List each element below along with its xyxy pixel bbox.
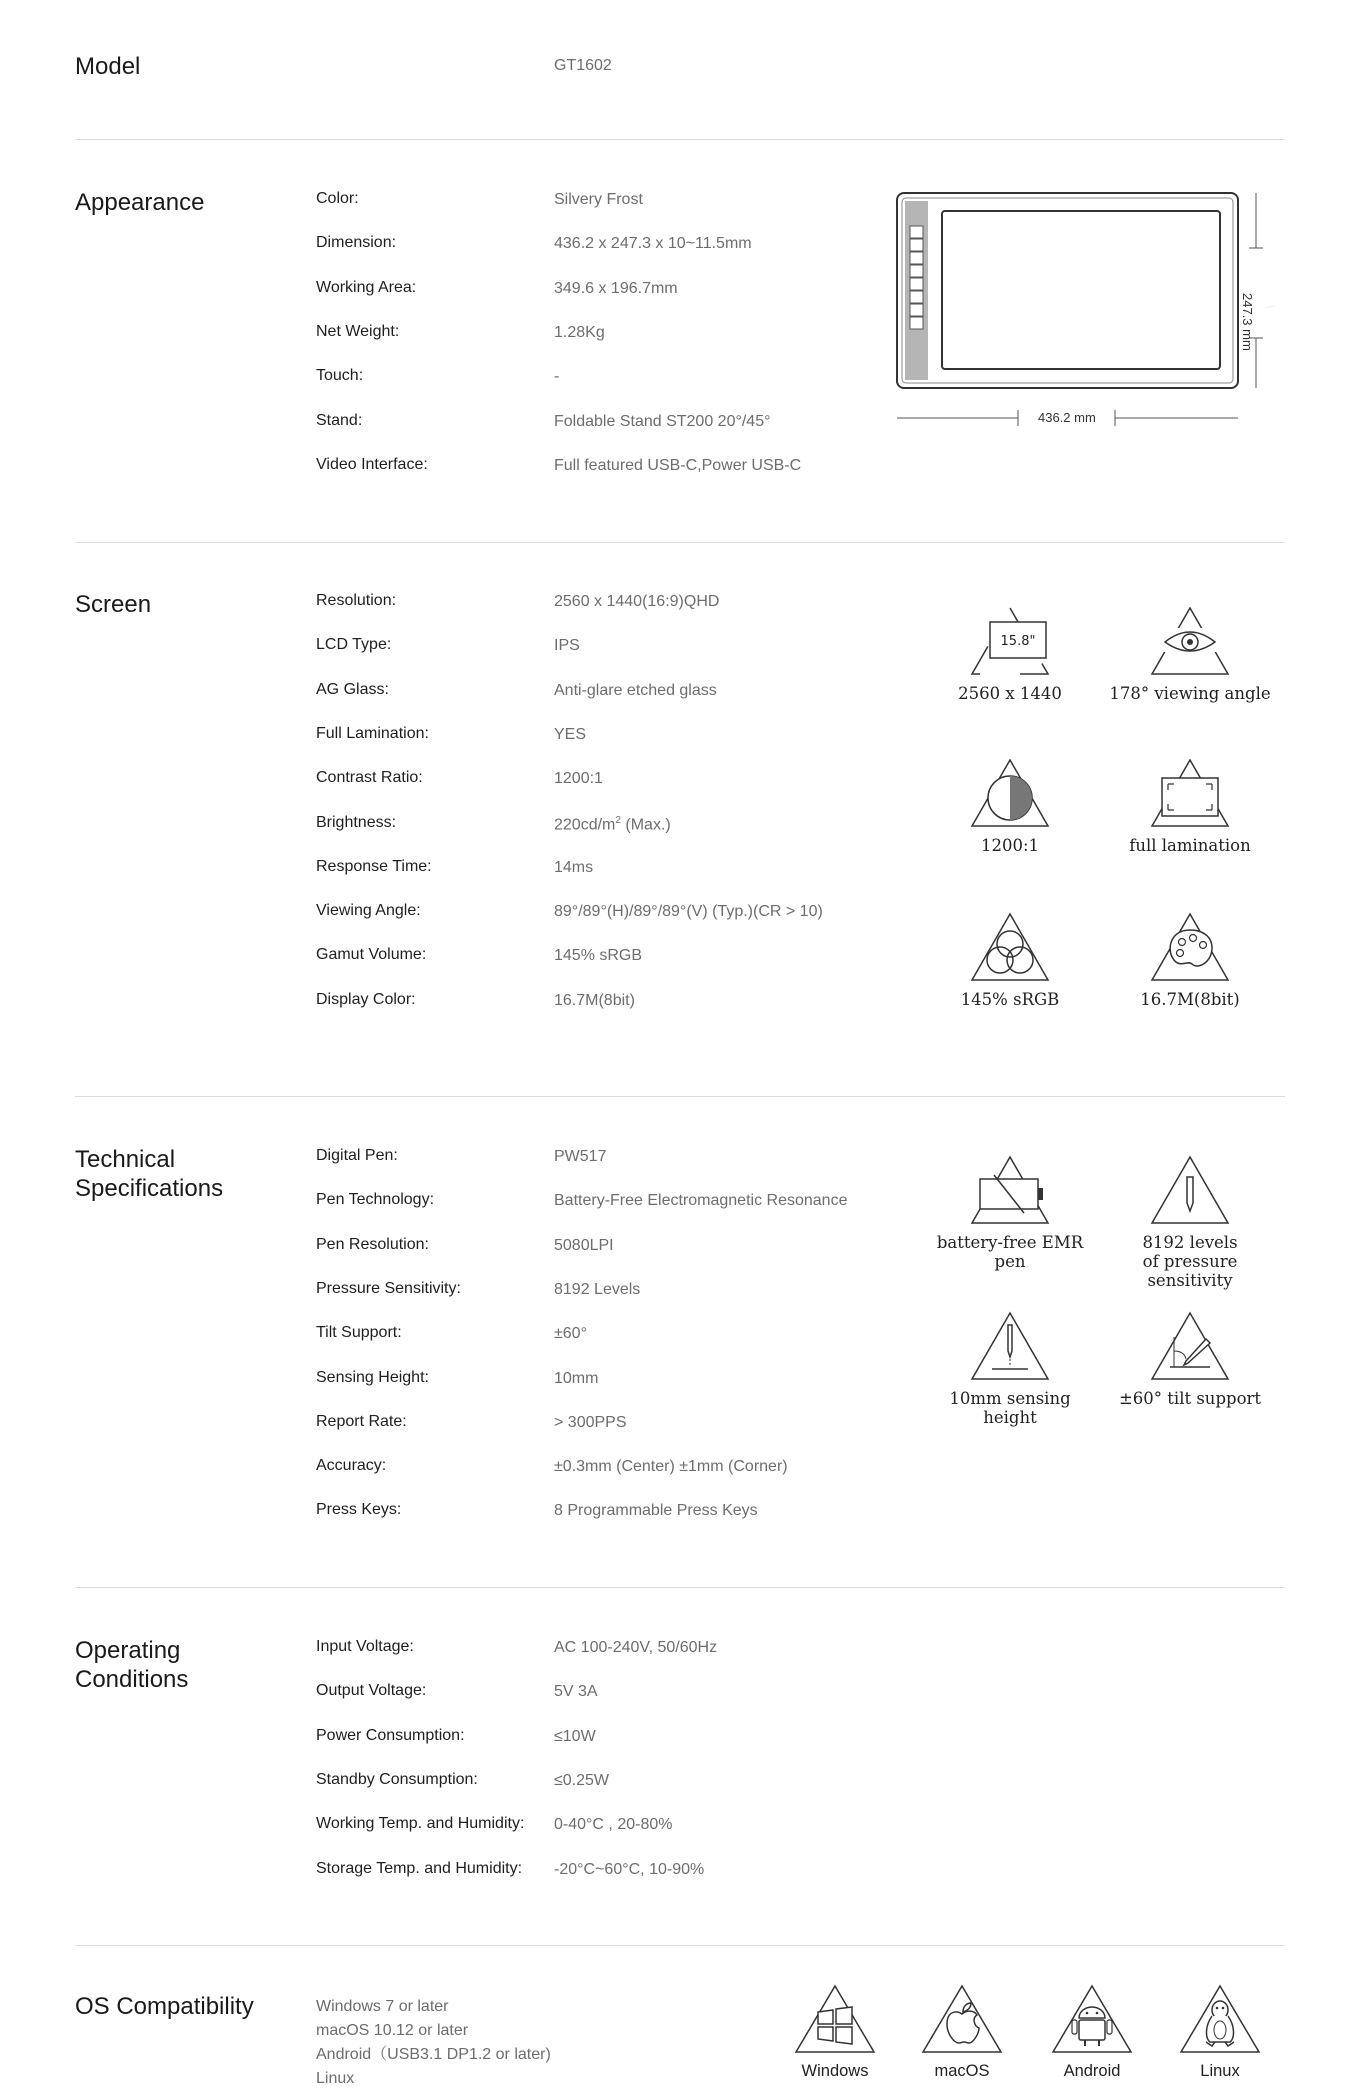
windows-caption: Windows xyxy=(801,2062,869,2080)
macos-caption: macOS xyxy=(934,2062,990,2080)
height-dimension-label: 247.3 mm xyxy=(1240,293,1255,351)
divider xyxy=(75,139,1285,140)
model-value: GT1602 xyxy=(554,57,612,74)
pressure-caption: 8192 levels of pressure sensitivity xyxy=(1142,1233,1238,1290)
spec-row xyxy=(316,1771,876,1797)
spec-row xyxy=(316,323,876,349)
pressure-icon-cell xyxy=(1100,1151,1280,1290)
width-dimension-label: 436.2 mm xyxy=(1038,410,1096,425)
divider xyxy=(75,1096,1285,1097)
spec-value: > 300PPS xyxy=(554,1413,627,1431)
spec-value: ±60° xyxy=(554,1325,587,1343)
spec-row xyxy=(316,279,876,305)
appearance-title: Appearance xyxy=(75,189,205,216)
spec-label: Pen Technology: xyxy=(316,1191,435,1209)
spec-label: Digital Pen: xyxy=(316,1147,398,1164)
os-line-linux: Linux xyxy=(316,2070,355,2087)
spec-label: Storage Temp. and Humidity: xyxy=(316,1859,523,1877)
spec-row xyxy=(316,725,876,751)
spec-label: Pressure Sensitivity: xyxy=(316,1279,461,1297)
lamination-caption: full lamination xyxy=(1129,836,1251,855)
color-gamut-icon-cell xyxy=(920,908,1100,1009)
spec-value: - xyxy=(554,368,560,386)
spec-row xyxy=(316,592,876,618)
spec-value: 5080LPI xyxy=(554,1236,614,1254)
resolution-icon-cell xyxy=(920,602,1100,703)
spec-row xyxy=(316,1860,876,1886)
viewing-angle-icon-cell xyxy=(1100,602,1280,703)
spec-value: YES xyxy=(554,725,587,743)
spec-row xyxy=(316,1280,876,1306)
spec-row xyxy=(316,412,876,438)
spec-label: Brightness: xyxy=(316,813,397,831)
spec-label: Tilt Support: xyxy=(316,1324,402,1342)
spec-label: Viewing Angle: xyxy=(316,902,421,920)
spec-row xyxy=(316,1727,876,1753)
spec-value: IPS xyxy=(554,637,580,655)
spec-row xyxy=(316,681,876,707)
contrast-caption: 1200:1 xyxy=(980,836,1040,855)
tilt-icon-cell xyxy=(1100,1307,1280,1408)
spec-row xyxy=(316,946,876,972)
os-line-windows: Windows 7 or later xyxy=(316,1998,449,2015)
color-gamut-icon xyxy=(960,908,1060,988)
spec-value: Foldable Stand ST200 20°/45° xyxy=(554,412,771,430)
spec-value: 8 Programmable Press Keys xyxy=(554,1502,758,1520)
viewing-angle-caption: 178° viewing angle xyxy=(1109,684,1271,703)
spec-label: AG Glass: xyxy=(316,680,389,698)
spec-label: Net Weight: xyxy=(316,322,400,340)
macos-icon-cell xyxy=(897,1980,1027,2081)
spec-label: Gamut Volume: xyxy=(316,946,427,964)
spec-value: Silvery Frost xyxy=(554,191,643,208)
spec-value: 8192 Levels xyxy=(554,1280,641,1298)
linux-icon xyxy=(1175,1980,1265,2060)
battery-free-caption: battery-free EMR pen xyxy=(936,1233,1084,1271)
spec-row xyxy=(316,902,876,928)
spec-label: Full Lamination: xyxy=(316,724,429,742)
spec-label: Touch: xyxy=(316,367,364,385)
spec-row xyxy=(316,1369,876,1395)
spec-label: Standby Consumption: xyxy=(316,1770,478,1788)
spec-value: 349.6 x 196.7mm xyxy=(554,279,678,297)
press-keys xyxy=(910,226,923,329)
palette-caption: 16.7M(8bit) xyxy=(1140,990,1240,1009)
spec-value: 1.28Kg xyxy=(554,323,605,341)
spec-label: Power Consumption: xyxy=(316,1726,465,1744)
linux-icon-cell xyxy=(1155,1980,1285,2081)
spec-value: 436.2 x 247.3 x 10~11.5mm xyxy=(554,235,752,253)
technical-section xyxy=(75,1145,1285,1545)
spec-value: PW517 xyxy=(554,1148,607,1165)
spec-row xyxy=(316,456,876,482)
spec-row xyxy=(316,367,876,393)
spec-label: Working Temp. and Humidity: xyxy=(316,1815,525,1833)
spec-label: Dimension: xyxy=(316,234,397,252)
viewing-angle-icon xyxy=(1140,602,1240,682)
spec-row xyxy=(316,636,876,662)
operating-section xyxy=(75,1636,1285,1896)
tablet-screen xyxy=(942,211,1220,369)
spec-row xyxy=(316,1815,876,1841)
os-list xyxy=(316,1995,551,2091)
spec-value: 145% sRGB xyxy=(554,947,643,965)
spec-value: 0-40°C , 20-80% xyxy=(554,1816,673,1834)
spec-row xyxy=(316,1191,876,1217)
model-title: Model xyxy=(75,53,141,80)
battery-free-icon xyxy=(960,1151,1060,1231)
android-icon xyxy=(1047,1980,1137,2060)
spec-row xyxy=(316,991,876,1017)
model-section xyxy=(75,52,1285,92)
tilt-caption: ±60° tilt support xyxy=(1118,1389,1262,1408)
spec-row xyxy=(316,1457,876,1483)
pressure-icon xyxy=(1140,1151,1240,1231)
os-line-macos: macOS 10.12 or later xyxy=(316,2022,469,2039)
spec-value: 1200:1 xyxy=(554,770,603,788)
palette-icon-cell xyxy=(1100,908,1280,1009)
sensing-height-icon xyxy=(960,1307,1060,1387)
resolution-caption: 2560 x 1440 xyxy=(958,684,1062,703)
windows-icon-cell xyxy=(770,1980,900,2081)
spec-label: Pen Resolution: xyxy=(316,1235,429,1253)
spec-row xyxy=(316,1682,876,1708)
tablet-dimension-diagram xyxy=(895,188,1275,438)
spec-label: Resolution: xyxy=(316,592,397,609)
os-title: OS Compatibility xyxy=(75,1993,254,2020)
spec-label: Sensing Height: xyxy=(316,1368,429,1386)
spec-label: Accuracy: xyxy=(316,1457,387,1475)
spec-value: Full featured USB-C,Power USB-C xyxy=(554,456,802,474)
os-section xyxy=(75,1992,1285,2092)
spec-value xyxy=(554,815,671,834)
screen-title: Screen xyxy=(75,591,152,618)
appearance-section xyxy=(75,188,1285,508)
os-line-android: Android（USB3.1 DP1.2 or later) xyxy=(316,2046,551,2063)
spec-value: 89°/89°(H)/89°/89°(V) (Typ.)(CR > 10) xyxy=(554,903,823,921)
spec-value: AC 100-240V, 50/60Hz xyxy=(554,1639,718,1656)
spec-value: ≤10W xyxy=(554,1727,596,1745)
spec-value: 14ms xyxy=(554,858,594,876)
spec-value: 5V 3A xyxy=(554,1683,598,1701)
divider xyxy=(75,542,1285,543)
spec-value: 2560 x 1440(16:9)QHD xyxy=(554,593,720,610)
spec-row xyxy=(316,1413,876,1439)
spec-row xyxy=(316,1147,876,1173)
divider xyxy=(75,1587,1285,1588)
spec-row xyxy=(316,769,876,795)
spec-value: ≤0.25W xyxy=(554,1771,610,1789)
spec-row xyxy=(316,1236,876,1262)
spec-value: Anti-glare etched glass xyxy=(554,681,717,699)
palette-icon xyxy=(1140,908,1240,988)
lamination-icon xyxy=(1140,754,1240,834)
linux-caption: Linux xyxy=(1200,2062,1240,2080)
android-icon-cell xyxy=(1027,1980,1157,2081)
spec-label: Video Interface: xyxy=(316,455,428,473)
spec-row xyxy=(316,1638,876,1664)
contrast-icon xyxy=(960,754,1060,834)
contrast-icon-cell xyxy=(920,754,1100,855)
spec-row xyxy=(316,190,876,216)
screen-section xyxy=(75,590,1285,1050)
spec-value: -20°C~60°C, 10-90% xyxy=(554,1860,705,1878)
resolution-icon xyxy=(960,602,1060,682)
spec-label: Report Rate: xyxy=(316,1412,407,1430)
spec-row xyxy=(316,814,876,840)
lamination-icon-cell xyxy=(1100,754,1280,855)
battery-free-icon-cell xyxy=(920,1151,1100,1271)
tilt-icon xyxy=(1140,1307,1240,1387)
spec-label: Display Color: xyxy=(316,990,416,1008)
spec-value: ±0.3mm (Center) ±1mm (Corner) xyxy=(554,1458,788,1476)
color-gamut-caption: 145% sRGB xyxy=(960,990,1060,1009)
spec-row xyxy=(316,1501,876,1527)
spec-value: Battery-Free Electromagnetic Resonance xyxy=(554,1192,848,1210)
spec-label: Output Voltage: xyxy=(316,1682,427,1700)
spec-label: Input Voltage: xyxy=(316,1638,414,1655)
spec-label: Press Keys: xyxy=(316,1501,402,1519)
android-caption: Android xyxy=(1063,2062,1121,2080)
spec-value-suffix: (Max.) xyxy=(620,815,671,833)
spec-label: Stand: xyxy=(316,411,363,429)
operating-title: Operating Conditions xyxy=(75,1637,189,1693)
sensing-height-caption: 10mm sensing height xyxy=(949,1389,1071,1427)
spec-row xyxy=(316,858,876,884)
spec-value-sup: 2 xyxy=(615,814,621,826)
spec-label: Working Area: xyxy=(316,278,417,296)
technical-title: Technical Specifications xyxy=(75,1146,224,1202)
macos-icon xyxy=(917,1980,1007,2060)
spec-label: LCD Type: xyxy=(316,636,392,654)
spec-row xyxy=(316,1324,876,1350)
screen-size-text: 15.8" xyxy=(1000,634,1036,649)
sensing-height-icon-cell xyxy=(920,1307,1100,1427)
windows-icon xyxy=(790,1980,880,2060)
spec-value-main: 220cd/m xyxy=(554,815,616,833)
spec-label: Contrast Ratio: xyxy=(316,769,423,787)
divider xyxy=(75,1945,1285,1946)
spec-value: 10mm xyxy=(554,1369,599,1387)
spec-label: Response Time: xyxy=(316,857,432,875)
spec-value: 16.7M(8bit) xyxy=(554,991,635,1009)
spec-row xyxy=(316,234,876,260)
spec-label: Color: xyxy=(316,190,359,207)
